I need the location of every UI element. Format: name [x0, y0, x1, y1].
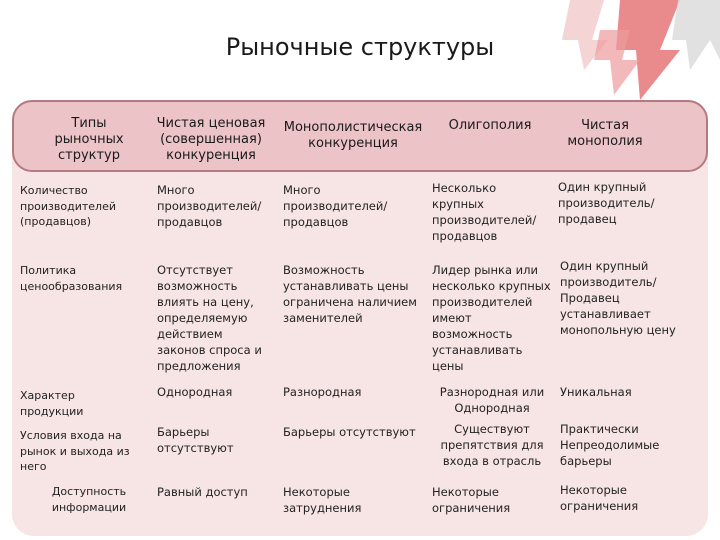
table-cell: Барьеры отсутствуют [157, 425, 234, 455]
table-cell: Однородная [157, 385, 233, 399]
row-label-pricing: Политика ценообразования [20, 264, 123, 293]
table-cell: Много производителей/ продавцов [283, 183, 388, 229]
table-cell: Разнородная [283, 385, 362, 399]
header-monopolistic-competition: Монополистическая конкуренция [283, 120, 423, 151]
header-types: Типы рыночных структур [54, 116, 124, 163]
table-cell: Разнородная или Однородная [439, 385, 545, 415]
table-cell: Много производителей/ продавцов [157, 183, 262, 229]
table-cell: Барьеры отсутствуют [283, 425, 416, 439]
table-cell: Практически Непреодолимые барьеры [560, 422, 660, 468]
header-perfect-competition: Чистая ценовая (совершенная) конкуренция [156, 116, 266, 163]
table-cell: Некоторые ограничения [560, 483, 639, 513]
header-monopoly: Чистая монополия [567, 118, 643, 149]
header-oligopoly: Олигополия [448, 118, 532, 133]
table-cell: Один крупный производитель/ Продавец устанавливает монопольную цену [560, 259, 676, 337]
table-cell: Существуют препятствия для входа в отрасль [440, 422, 544, 468]
table-cell: Некоторые затруднения [283, 485, 362, 515]
table-cell: Один крупный производитель/ продавец [558, 180, 655, 226]
row-label-producers: Количество производителей (продавцов) [20, 184, 116, 228]
page-title: Рыночные структуры [225, 33, 495, 61]
table-cell: Лидер рынка или несколько крупных производителей имеют возможность устанавливать цены [432, 263, 551, 373]
row-label-product: Характер продукции [20, 389, 84, 418]
table-cell: Уникальная [560, 385, 632, 399]
row-label-entry: Условия входа на рынок и выхода из него [20, 429, 130, 473]
table-cell: Отсутствует возможность влиять на цену, определяемую действием законов спроса и предложения [157, 263, 262, 373]
table-cell: Возможность устанавливать цены ограничена наличием заменителей [283, 263, 417, 325]
table-cell: Равный доступ [157, 485, 248, 499]
table-cell: Некоторые ограничения [432, 485, 511, 515]
row-label-information: Доступность информации [51, 485, 127, 514]
table-cell: Несколько крупных производителей/ продавцов [432, 181, 537, 243]
